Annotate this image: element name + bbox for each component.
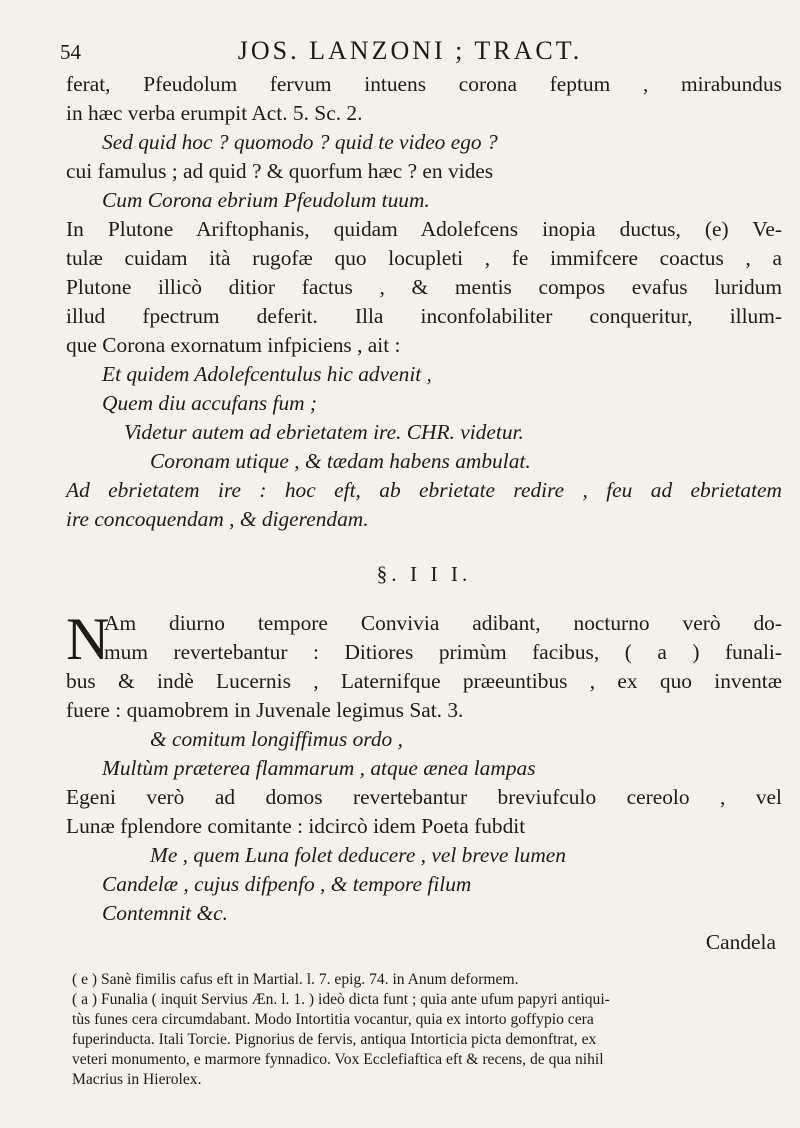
verse-line: & comitum longiffimus ordo , <box>150 727 403 751</box>
verse-line: Sed quid hoc ? quomodo ? quid te video ego ? <box>102 130 498 154</box>
verse-line: Et quidem Adolefcentulus hic advenit , <box>102 362 432 386</box>
section-heading: §. I I I. <box>376 562 472 586</box>
drop-cap: N <box>66 606 110 672</box>
verse-line: Cum Corona ebrium Pfeudolum tuum. <box>102 188 430 212</box>
text-line: que Corona exornatum infpiciens , ait : <box>66 333 401 357</box>
paragraph-with-drop-cap <box>66 606 782 672</box>
text-line: illud fpectrum deferit. Illa inconfolabiliter conqueritur, illum- <box>66 304 782 328</box>
footnote-line: veteri monumento, e marmore fynnadico. Vox Ecclefiaftica eft & recens, de qua nihil <box>72 1051 604 1068</box>
text-line: ferat, Pfeudolum fervum intuens corona feptum , mirabundus <box>66 72 782 96</box>
verse-line: Candelæ , cujus difpenfo , & tempore filum <box>102 872 472 896</box>
verse-line: Quem diu accufans fum ; <box>102 391 318 415</box>
running-title: JOS. LANZONI ; TRACT. <box>237 36 583 65</box>
text-line: mum revertebantur : Ditiores primùm facibus, ( a ) funali- <box>104 640 782 664</box>
text-line: In Plutone Ariftophanis, quidam Adolefcens inopia ductus, (e) Ve- <box>66 217 782 241</box>
footnote-line: fuperinducta. Itali Torcie. Pignorius de fervis, antiqua Intorticia picta demonftrat, ex <box>72 1031 597 1048</box>
text-line: bus & indè Lucernis , Laternifque præeuntibus , ex quo inventæ <box>66 669 782 693</box>
verse-line: Coronam utique , & tædam habens ambulat. <box>150 449 531 473</box>
page-number: 54 <box>60 40 81 64</box>
text-line: ire concoquendam , & digerendam. <box>66 507 369 531</box>
text-line: Egeni verò ad domos revertebantur breviufculo cereolo , vel <box>66 785 782 809</box>
verse-line: Me , quem Luna folet deducere , vel breve lumen <box>150 843 566 867</box>
footnote-line: tùs funes cera circumdabant. Modo Intortitia vocantur, quia ex intorto goffypio cera <box>72 1011 594 1028</box>
text-line: Lunæ fplendore comitante : idcircò idem Poeta fubdit <box>66 814 526 838</box>
text-line: in hæc verba erumpit Act. 5. Sc. 2. <box>66 101 363 125</box>
verse-line: Multùm præterea flammarum , atque ænea lampas <box>102 756 536 780</box>
verse-line: Contemnit &c. <box>102 901 228 925</box>
main-text <box>66 70 782 957</box>
text-line: tulæ cuidam ità rugofæ quo locupleti , fe immifcere coactus , a <box>66 246 782 270</box>
catchword: Candela <box>705 930 776 954</box>
running-head <box>60 34 760 70</box>
verse-line: Videtur autem ad ebrietatem ire. CHR. videtur. <box>124 420 524 444</box>
text-line: Am diurno tempore Convivia adibant, nocturno verò do- <box>104 611 782 635</box>
text-line: cui famulus ; ad quid ? & quorfum hæc ? en vides <box>66 159 494 183</box>
footnote-line: ( e ) Sanè fimilis cafus eft in Martial. l. 7. epig. 74. in Anum deformem. <box>72 971 519 988</box>
footnotes <box>72 970 784 1090</box>
text-line: fuere : quamobrem in Juvenale legimus Sat. 3. <box>66 698 464 722</box>
footnote-line: ( a ) Funalia ( inquit Servius Æn. l. 1. ) ideò dicta funt ; quia ante ufum papyri antiqui- <box>72 991 610 1008</box>
footnote-line: Macrius in Hierolex. <box>72 1071 202 1088</box>
text-line: Ad ebrietatem ire : hoc eft, ab ebrietate redire , feu ad ebrietatem <box>66 478 782 502</box>
text-line: Plutone illicò ditior factus , & mentis compos evafus luridum <box>66 275 782 299</box>
